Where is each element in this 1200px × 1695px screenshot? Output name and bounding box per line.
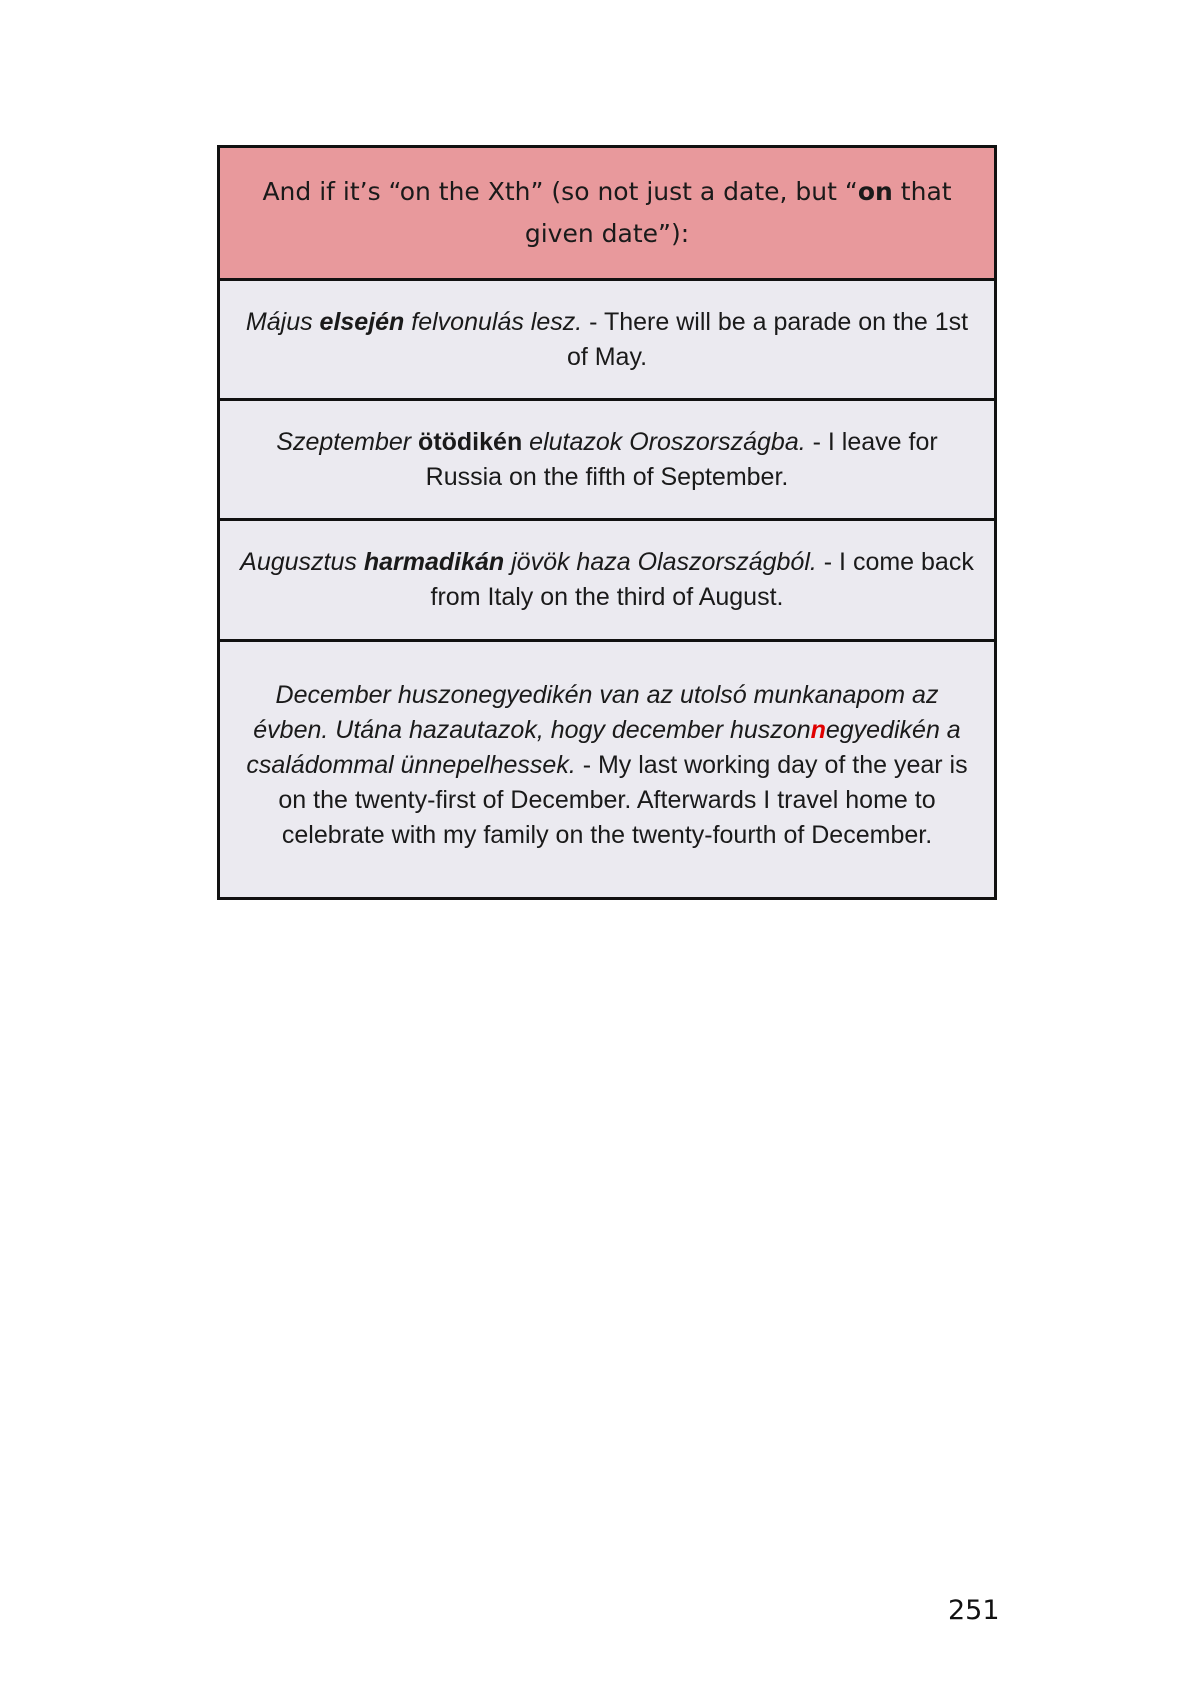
hungarian-text: jövök haza Olaszországból. <box>504 548 817 576</box>
table-row <box>220 281 994 401</box>
table-row <box>220 521 994 642</box>
hungarian-text: felvonulás lesz. <box>404 307 583 336</box>
hungarian-text: Augusztus <box>240 548 364 576</box>
english-translation: - There will be a parade on the 1st of May. <box>566 307 969 371</box>
header-text <box>256 171 958 255</box>
highlighted-letter: n <box>810 716 826 744</box>
hungarian-text: elutazok Oroszországba. <box>522 427 806 456</box>
example-sentence <box>240 305 974 375</box>
grammar-table <box>217 145 997 900</box>
english-translation: - I leave for Russia on the fifth of September. <box>425 427 938 491</box>
table-row <box>220 642 994 900</box>
english-translation: - I come back from Italy on the third of August. <box>430 548 974 611</box>
table-row <box>220 401 994 521</box>
highlighted-date: elsején <box>319 307 405 336</box>
hungarian-text: December huszonegyedikén van az utolsó munkanapom az évben. Utána hazautazok, hogy december huszon <box>253 681 939 744</box>
hungarian-text: Szeptember <box>276 427 419 456</box>
example-sentence <box>240 678 974 861</box>
hungarian-text: Május <box>245 307 320 336</box>
header-text-part2: that given date”): <box>524 177 952 248</box>
table-header <box>220 148 994 281</box>
hungarian-text: egyedikén a családommal ünnepelhessek. <box>246 716 961 779</box>
highlighted-date: harmadikán <box>363 548 505 576</box>
example-sentence <box>240 425 974 495</box>
header-text-bold: on <box>857 177 893 206</box>
english-translation: - My last working day of the year is on the twenty-first of December. Afterwards I travel home to celebrate with my family on the twenty-fourth of December. <box>278 751 968 849</box>
example-sentence <box>240 545 974 615</box>
page-number: 251 <box>948 1595 1000 1626</box>
header-text-part1: And if it’s “on the Xth” (so not just a date, but “ <box>262 177 858 206</box>
highlighted-date: ötödikén <box>418 427 523 456</box>
